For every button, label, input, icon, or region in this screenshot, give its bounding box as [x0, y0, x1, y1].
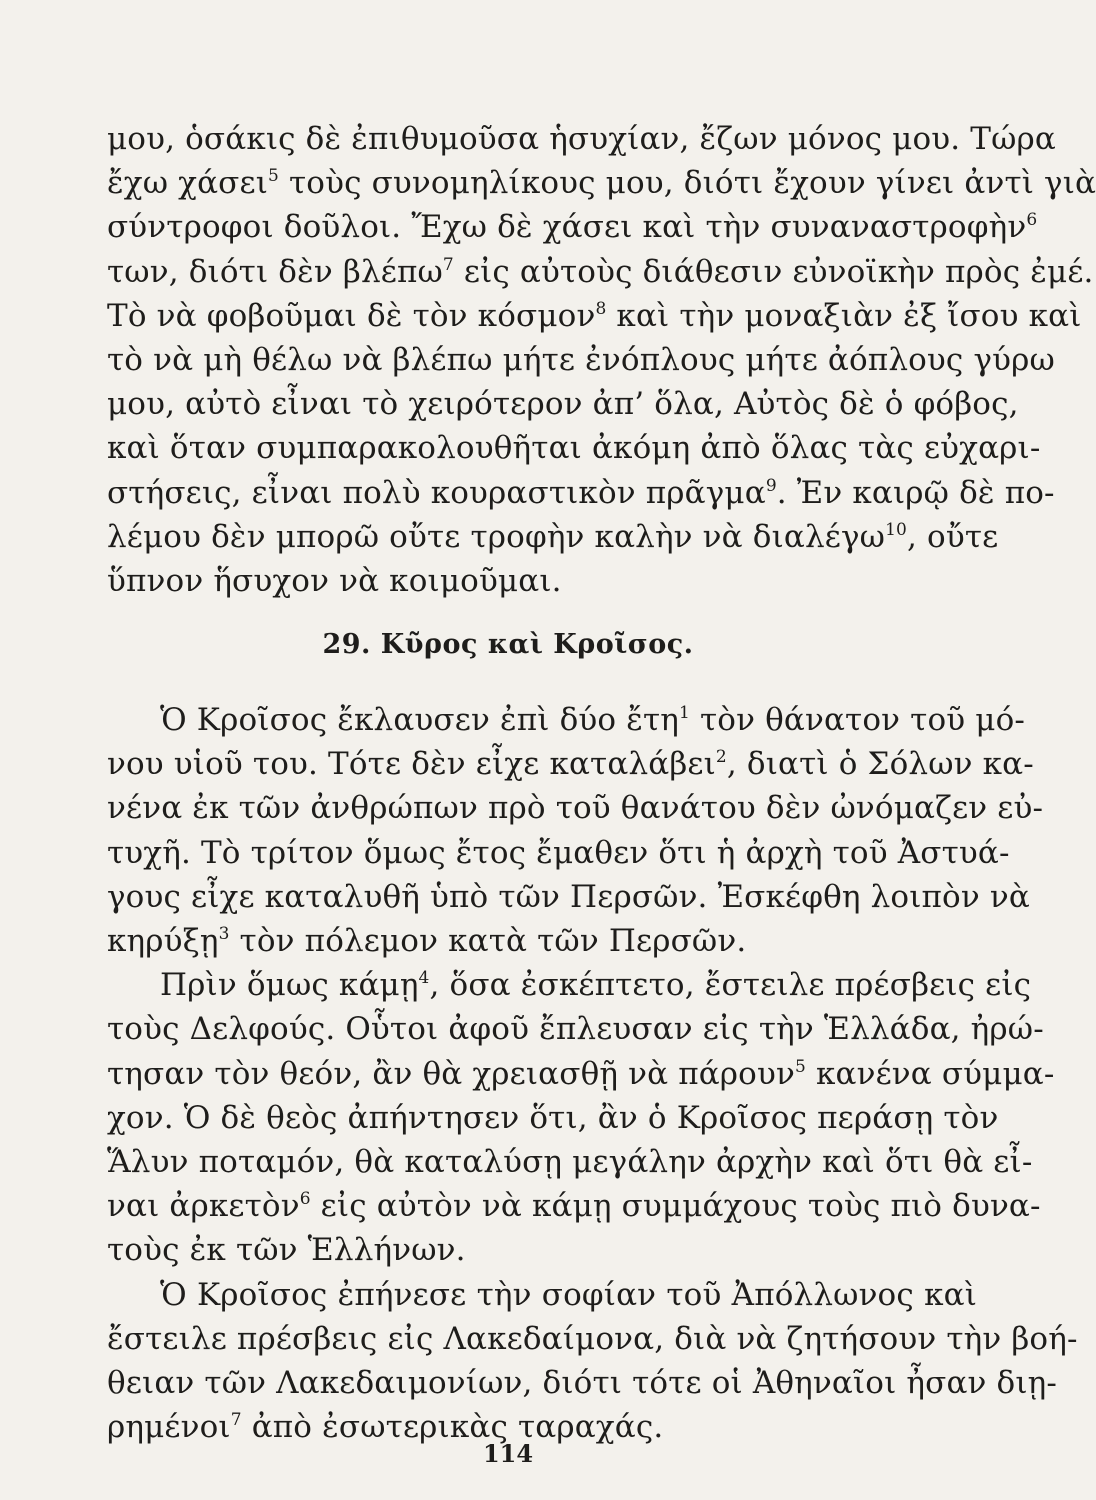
line-text: νένα ἐκ τῶν ἀνθρώπων πρὸ τοῦ θανάτου δὲν ὠνόμαζεν εὐ- [107, 790, 1044, 827]
line-text: Ὁ Κροῖσος ἔκλαυσεν ἐπὶ δύο ἔτη [160, 702, 679, 738]
line-text: Τὸ νὰ φοβοῦμαι δὲ τὸν κόσμον [107, 297, 596, 334]
text-line [107, 1230, 977, 1270]
footnote-marker: 3 [218, 924, 230, 944]
line-text: , ὅσα ἐσκέπτετο, ἔστειλε πρέσβεις εἰς [429, 967, 1032, 1004]
line-text: νου υἱοῦ του. Τότε δὲν εἶχε καταλάβει [107, 746, 716, 783]
line-text: κηρύξῃ [107, 923, 219, 959]
line-text: Πρὶν ὅμως κάμῃ [160, 967, 419, 1004]
text-line [107, 1009, 1044, 1049]
footnote-marker: 7 [230, 1410, 242, 1431]
line-text: σύντροφοι δοῦλοι. Ἔχω δὲ χάσει καὶ τὴν συναναστροφὴν [107, 209, 1027, 246]
footnote-marker: 6 [299, 1189, 311, 1210]
line-text: χον. Ὁ δὲ θεὸς ἀπήντησεν ὅτι, ἂν ὁ Κροῖσος περάσῃ τὸν [107, 1099, 999, 1136]
text-line [160, 965, 1032, 1005]
footnote-marker: 1 [679, 703, 690, 723]
text-line [160, 1275, 977, 1315]
text-line [107, 296, 1082, 336]
line-text: τὸν θάνατον τοῦ μό- [689, 702, 1026, 738]
line-text: τὸ νὰ μὴ θέλω νὰ βλέπω μήτε ἐνόπλους μήτε ἀόπλους γύρω [107, 342, 1055, 378]
line-text: ἀπὸ ἐσωτερικὰς ταραχάς. [241, 1409, 664, 1446]
footnote-marker: 6 [1026, 210, 1038, 231]
section-heading: 29. Κῦρος καὶ Κροῖσος. [322, 629, 694, 660]
text-line [107, 1098, 999, 1138]
footnote-marker: 9 [765, 475, 777, 496]
line-text: κανένα σύμμα- [805, 1055, 1055, 1092]
line-text: τοὺς ἐκ τῶν Ἑλλήνων. [107, 1232, 466, 1269]
text-line [107, 517, 999, 557]
text-line [160, 700, 1026, 740]
text-line [107, 119, 1056, 159]
line-text: ἔστειλε πρέσβεις εἰς Λακεδαίμονα, διὰ νὰ ζητήσουν τὴν βοή- [107, 1320, 1078, 1357]
line-text: των, διότι δὲν βλέπω [107, 253, 443, 290]
text-line [107, 788, 1044, 828]
line-text: , διατὶ ὁ Σόλων κα- [726, 746, 1034, 783]
text-line [107, 473, 1055, 513]
text-line [107, 833, 1010, 873]
text-line [107, 744, 1034, 784]
text-line [107, 428, 1041, 468]
line-text: Ὁ Κροῖσος ἐπήνεσε τὴν σοφίαν τοῦ Ἀπόλλωνος καὶ [160, 1276, 977, 1313]
line-text: θειαν τῶν Λακεδαιμονίων, διότι τότε οἱ Ἀθηναῖοι ἦσαν διῃ- [107, 1365, 1057, 1401]
line-text: τοὺς συνομηλίκους μου, διότι ἔχουν γίνει ἀντὶ γιὰ [278, 165, 1096, 202]
line-text: τοὺς Δελφούς. Οὗτοι ἀφοῦ ἔπλευσαν εἰς τὴν Ἑλλάδα, ἠρώ- [107, 1011, 1044, 1048]
line-text: εἰς αὐτοὺς διάθεσιν εὐνοϊκὴν πρὸς ἐμέ. [453, 253, 1094, 290]
text-line [107, 384, 1019, 424]
text-line [107, 207, 1038, 247]
line-text: ἔχω χάσει [107, 165, 268, 202]
line-text: τυχῆ. Τὸ τρίτον ὅμως ἔτος ἔμαθεν ὅτι ἡ ἀρχὴ τοῦ Ἀστυά- [107, 834, 1010, 871]
line-text: , οὔτε [907, 518, 999, 555]
line-text: . Ἐν καιρῷ δὲ πο- [776, 474, 1055, 511]
text-line [107, 1054, 1055, 1094]
text-line [107, 1319, 1078, 1359]
text-line [107, 921, 977, 961]
footnote-marker: 2 [715, 747, 727, 768]
line-text: Ἅλυν ποταμόν, θὰ καταλύσῃ μεγάλην ἀρχὴν καὶ ὅτι θὰ εἶ- [107, 1144, 1033, 1180]
line-text: στήσεις, εἶναι πολὺ κουραστικὸν πρᾶγμα [107, 474, 766, 511]
line-text: καὶ ὅταν συμπαρακολουθῆται ἀκόμη ἀπὸ ὅλας τὰς εὐχαρι- [107, 430, 1041, 467]
footnote-marker: 8 [595, 298, 607, 319]
footnote-marker: 5 [795, 1056, 806, 1077]
text-line [107, 340, 1055, 380]
text-line [107, 1142, 1033, 1182]
footnote-marker: 5 [268, 166, 279, 187]
text-line [107, 877, 1030, 917]
line-text: μου, αὐτὸ εἶναι τὸ χειρότερον ἀπ’ ὅλα, Αὐτὸς δὲ ὁ φόβος, [107, 386, 1019, 423]
line-text: τὸν πόλεμον κατὰ τῶν Περσῶν. [229, 923, 747, 959]
line-text: γους εἶχε καταλυθῆ ὑπὸ τῶν Περσῶν. Ἐσκέφθη λοιπὸν νὰ [107, 878, 1030, 915]
footnote-marker: 4 [418, 968, 430, 989]
line-text: εἰς αὐτὸν νὰ κάμῃ συμμάχους τοὺς πιὸ δυνα- [310, 1188, 1041, 1225]
page-number: 114 [482, 1439, 534, 1468]
line-text: μου, ὁσάκις δὲ ἐπιθυμοῦσα ἡσυχίαν, ἔζων μόνος μου. Τώρα [107, 121, 1056, 157]
footnote-marker: 10 [885, 519, 908, 540]
text-line [107, 163, 1096, 203]
footnote-marker: 7 [442, 254, 454, 275]
line-text: ὕπνον ἥσυχον νὰ κοιμοῦμαι. [107, 563, 562, 599]
text-line [107, 1363, 1057, 1403]
line-text: καὶ τὴν μοναξιὰν ἐξ ἴσου καὶ [606, 297, 1082, 334]
line-text: ναι ἀρκετὸν [107, 1188, 300, 1225]
line-text: τησαν τὸν θεόν, ἂν θὰ χρειασθῇ νὰ πάρουν [107, 1055, 795, 1092]
text-line [107, 252, 1094, 292]
line-text: λέμου δὲν μπορῶ οὔτε τροφὴν καλὴν νὰ διαλέγω [107, 518, 886, 555]
text-line [107, 1186, 1041, 1226]
text-line [107, 561, 977, 601]
line-text: ρημένοι [107, 1409, 231, 1446]
